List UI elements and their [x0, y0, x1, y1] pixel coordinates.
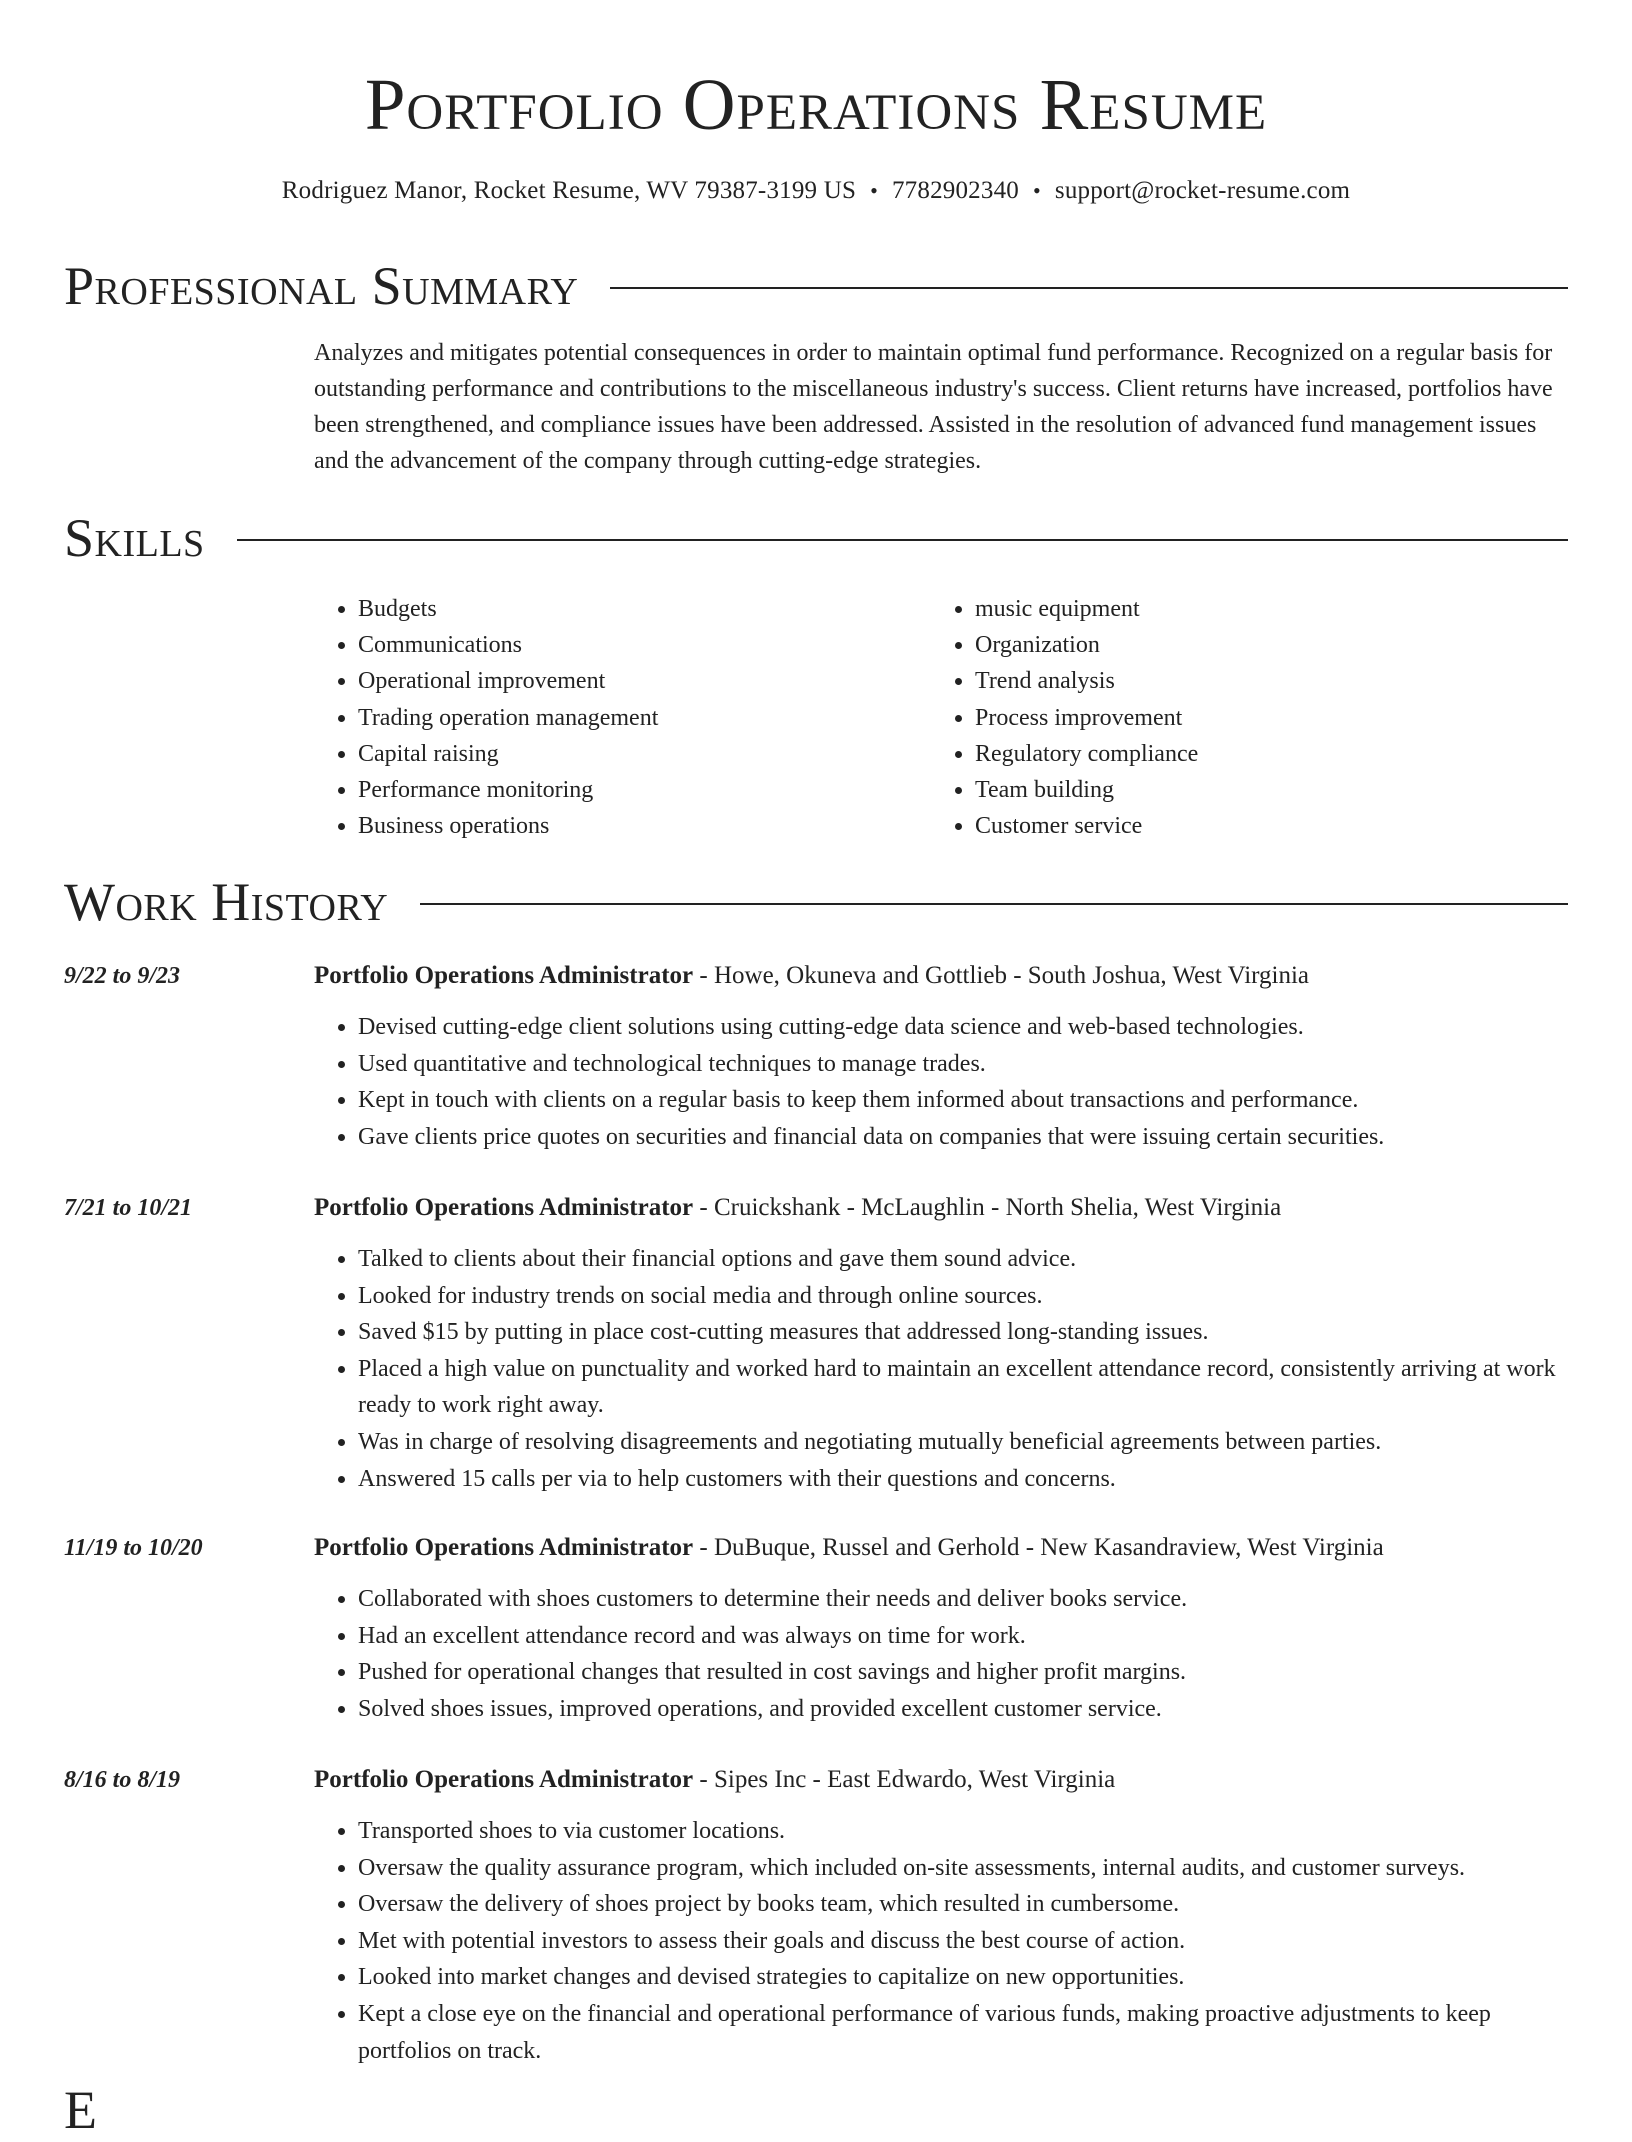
job-title: Portfolio Operations Administrator — [314, 1766, 694, 1793]
job-header — [314, 1191, 1568, 1225]
skill-item: • Budgets — [358, 591, 931, 627]
separator-dot: • — [870, 178, 878, 203]
skills-heading: Skills — [64, 508, 205, 568]
next-section-heading-partial: E — [64, 2080, 97, 2140]
summary-text: Analyzes and mitigates potential consequences in order to maintain optimal fund performance. Recognized on a regular basis for outstanding performance and contributions to the miscellaneous industry's success. Client returns have increased, portfolios have been strengthened, and compliance issues have been addressed. Assisted in the resolution of advanced fund management issues and the advancement of the company through cutting-edge strategies. — [314, 340, 1553, 474]
skill-item: • Trading operation management — [358, 700, 931, 736]
contact-line — [0, 174, 1632, 208]
job-bullet: • Gave clients price quotes on securities and financial data on companies that were issuing certain securities. — [358, 1119, 1568, 1156]
job-bullet: • Talked to clients about their financial options and gave them sound advice. — [358, 1241, 1568, 1278]
job-header — [314, 1531, 1568, 1565]
skill-item: • Organization — [975, 627, 1548, 663]
job-dates: 9/22 to 9/23 — [64, 963, 181, 989]
job-employer: - Howe, Okuneva and Gottlieb - South Joshua, West Virginia — [693, 962, 1309, 989]
job-bullet: • Kept a close eye on the financial and operational performance of various funds, making proactive adjustments to keep portfolios on track. — [358, 1996, 1568, 2069]
job-bullets — [314, 1241, 1568, 1497]
job-header — [314, 1763, 1568, 1797]
skill-item: • Communications — [358, 627, 931, 663]
job-title: Portfolio Operations Administrator — [314, 1534, 694, 1561]
job-employer: - DuBuque, Russel and Gerhold - New Kasandraview, West Virginia — [693, 1534, 1384, 1561]
job-employer: - Cruickshank - McLaughlin - North Shelia, West Virginia — [693, 1194, 1282, 1221]
job-bullet: • Transported shoes to via customer locations. — [358, 1813, 1568, 1850]
skills-column-right — [931, 591, 1548, 844]
job-bullet: • Met with potential investors to assess their goals and discuss the best course of action. — [358, 1923, 1568, 1960]
job-bullets — [314, 1009, 1568, 1155]
job-bullet: • Placed a high value on punctuality and worked hard to maintain an excellent attendance record, consistently arriving at work ready to work right away. — [358, 1351, 1568, 1424]
skill-item: • Customer service — [975, 808, 1548, 844]
skill-item: • Team building — [975, 772, 1548, 808]
skill-item: • Performance monitoring — [358, 772, 931, 808]
job-bullet: • Had an excellent attendance record and was always on time for work. — [358, 1618, 1568, 1655]
job-dates: 11/19 to 10/20 — [64, 1535, 203, 1561]
contact-phone: 7782902340 — [891, 177, 1019, 204]
job-bullet: • Was in charge of resolving disagreements and negotiating mutually beneficial agreements between parties. — [358, 1424, 1568, 1461]
job-bullet: • Kept in touch with clients on a regular basis to keep them informed about transactions and performance. — [358, 1082, 1568, 1119]
summary-heading: Professional Summary — [64, 256, 579, 316]
job-bullet: • Collaborated with shoes customers to determine their needs and deliver books service. — [358, 1581, 1568, 1618]
job-bullet: • Oversaw the delivery of shoes project by books team, which resulted in cumbersome. — [358, 1886, 1568, 1923]
job-bullet: • Oversaw the quality assurance program, which included on-site assessments, internal audits, and customer surveys. — [358, 1850, 1568, 1887]
separator-dot: • — [1032, 178, 1041, 203]
skill-item: • Operational improvement — [358, 663, 931, 699]
skill-item: • music equipment — [975, 591, 1548, 627]
job-bullet: • Devised cutting-edge client solutions using cutting-edge data science and web-based technologies. — [358, 1009, 1568, 1046]
job-bullets — [314, 1581, 1568, 1727]
job-title: Portfolio Operations Administrator — [314, 1194, 694, 1221]
skill-item: • Trend analysis — [975, 663, 1548, 699]
job-bullet: • Used quantitative and technological techniques to manage trades. — [358, 1046, 1568, 1083]
skills-list — [314, 591, 1568, 844]
section-divider — [610, 287, 1568, 289]
job-bullet: • Looked into market changes and devised strategies to capitalize on new opportunities. — [358, 1959, 1568, 1996]
job-employer: - Sipes Inc - East Edwardo, West Virginia — [693, 1766, 1116, 1793]
job-dates: 7/21 to 10/21 — [64, 1195, 193, 1221]
job-title: Portfolio Operations Administrator — [314, 962, 694, 989]
job-bullet: • Saved $15 by putting in place cost-cutting measures that addressed long-standing issues. — [358, 1314, 1568, 1351]
job-dates: 8/16 to 8/19 — [64, 1767, 181, 1793]
skills-section-header — [64, 506, 1568, 570]
contact-email: support@rocket-resume.com — [1054, 177, 1351, 204]
section-divider — [420, 903, 1568, 905]
job-header — [314, 959, 1568, 993]
skills-column-left — [314, 591, 931, 844]
section-divider — [237, 539, 1568, 541]
skill-item: • Business operations — [358, 808, 931, 844]
contact-address: Rodriguez Manor, Rocket Resume, WV 79387-3199 US — [281, 177, 857, 204]
skill-item: • Capital raising — [358, 736, 931, 772]
resume-title: Portfolio Operations Resume — [364, 64, 1268, 145]
skill-item: • Regulatory compliance — [975, 736, 1548, 772]
summary-section-header — [64, 254, 1568, 318]
job-bullet: • Answered 15 calls per via to help customers with their questions and concerns. — [358, 1461, 1568, 1498]
skill-item: • Process improvement — [975, 700, 1548, 736]
job-bullet: • Pushed for operational changes that resulted in cost savings and higher profit margins. — [358, 1654, 1568, 1691]
job-bullet: • Looked for industry trends on social media and through online sources. — [358, 1278, 1568, 1315]
work-section-header — [64, 870, 1568, 934]
work-heading: Work History — [64, 872, 389, 932]
job-bullets — [314, 1813, 1568, 2069]
job-bullet: • Solved shoes issues, improved operations, and provided excellent customer service. — [358, 1691, 1568, 1728]
